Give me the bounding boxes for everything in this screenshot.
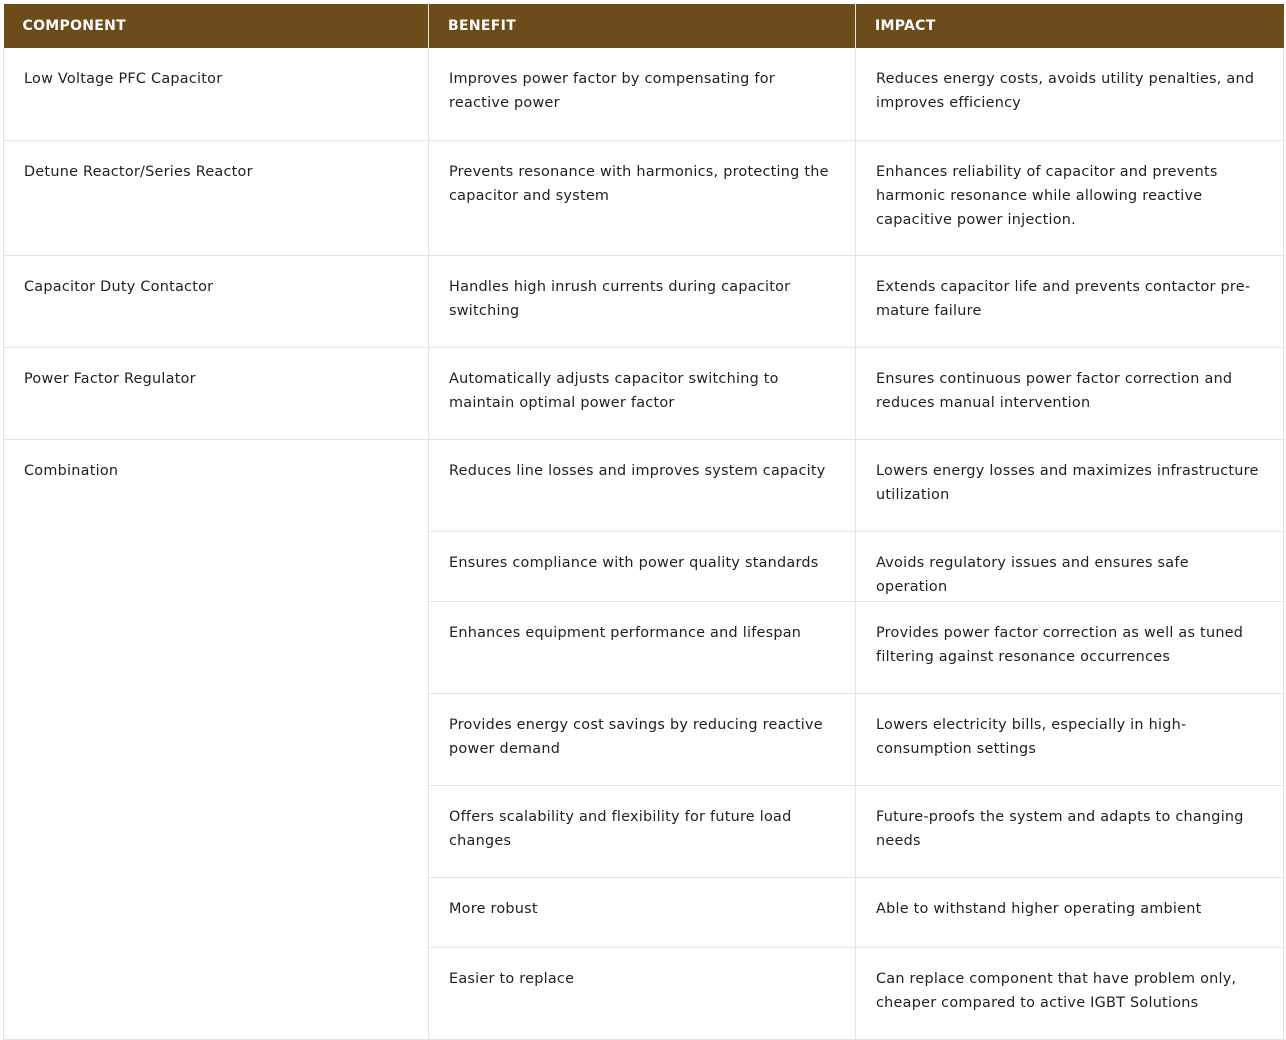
cell-impact: Can replace component that have problem only, cheaper compared to active IGBT Solutions [856,947,1284,1039]
cell-benefit: Handles high inrush currents during capacitor switching [429,255,856,347]
cell-impact: Provides power factor correction as well as tuned filtering against resonance occurrences [856,601,1284,693]
cell-benefit: Reduces line losses and improves system capacity [429,439,856,531]
cell-benefit: Ensures compliance with power quality standards [429,531,856,601]
table-row [4,48,1284,140]
cell-component: Capacitor Duty Contactor [4,255,429,347]
header-impact: IMPACT [856,4,1284,48]
cell-impact: Avoids regulatory issues and ensures safe operation [856,531,1284,601]
cell-benefit: Automatically adjusts capacitor switching to maintain optimal power factor [429,347,856,439]
cell-benefit: Prevents resonance with harmonics, protecting the capacitor and system [429,140,856,255]
cell-impact: Future-proofs the system and adapts to changing needs [856,785,1284,877]
cell-component: Low Voltage PFC Capacitor [4,48,429,140]
cell-impact: Able to withstand higher operating ambient [856,877,1284,947]
table-row [4,439,1284,531]
cell-component-combination: Combination [4,439,429,1039]
cell-impact: Extends capacitor life and prevents contactor pre-mature failure [856,255,1284,347]
component-benefit-impact-table [3,4,1284,1040]
cell-component: Detune Reactor/Series Reactor [4,140,429,255]
cell-impact: Ensures continuous power factor correction and reduces manual intervention [856,347,1284,439]
cell-benefit: Provides energy cost savings by reducing reactive power demand [429,693,856,785]
cell-benefit: Enhances equipment performance and lifespan [429,601,856,693]
cell-impact: Reduces energy costs, avoids utility penalties, and improves efficiency [856,48,1284,140]
table-header [4,4,1284,48]
cell-benefit: More robust [429,877,856,947]
table-row [4,140,1284,255]
cell-impact: Lowers energy losses and maximizes infrastructure utilization [856,439,1284,531]
header-component: COMPONENT [4,4,429,48]
cell-impact: Lowers electricity bills, especially in high-consumption settings [856,693,1284,785]
header-row [4,4,1284,48]
cell-impact: Enhances reliability of capacitor and prevents harmonic resonance while allowing reactive capacitive power injection. [856,140,1284,255]
cell-benefit: Offers scalability and flexibility for future load changes [429,785,856,877]
table-row [4,255,1284,347]
table-row [4,347,1284,439]
table-body [4,48,1284,1039]
cell-component: Power Factor Regulator [4,347,429,439]
cell-benefit: Easier to replace [429,947,856,1039]
header-benefit: BENEFIT [429,4,856,48]
cell-benefit: Improves power factor by compensating for reactive power [429,48,856,140]
comparison-table-container [3,4,1283,1040]
